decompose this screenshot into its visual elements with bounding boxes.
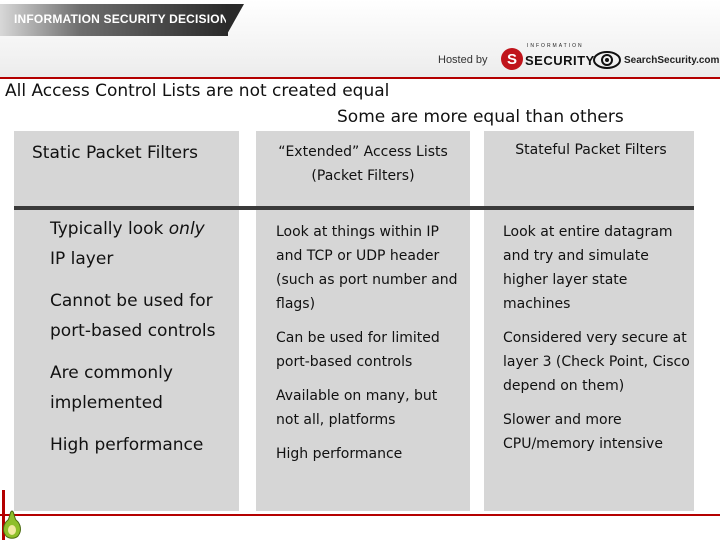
list-item: Can be used for limited port-based controls — [276, 330, 440, 370]
list-item: Typically look only IP layer — [50, 219, 205, 269]
pear-logo-icon — [0, 508, 24, 540]
logo-small-text: INFORMATION — [527, 42, 584, 49]
emphasis-text: only — [168, 219, 205, 239]
list-item: High performance — [50, 435, 204, 455]
list-item: Considered very secure at layer 3 (Check Point, Cisco depend on them) — [503, 330, 690, 394]
hosted-by-label: Hosted by — [438, 54, 488, 66]
header-divider — [0, 77, 720, 79]
column-heading: Static Packet Filters — [32, 143, 198, 163]
list-item: Slower and more CPU/memory intensive — [503, 412, 663, 452]
banner-text: INFORMATION SECURITY DECISIONS — [14, 12, 237, 26]
conference-banner — [0, 4, 237, 36]
logo-text: SECURITY — [525, 52, 595, 68]
footer-divider — [0, 514, 720, 516]
searchsecurity-text: SearchSecurity.com — [624, 54, 720, 66]
slide-title: All Access Control Lists are not created equal — [5, 81, 390, 101]
list-item: Are commonly implemented — [50, 363, 173, 413]
searchsecurity-logo — [592, 50, 719, 70]
slide-subtitle: Some are more equal than others — [337, 107, 624, 127]
eye-icon — [592, 50, 622, 70]
banner-corner — [226, 4, 244, 36]
column-heading: Stateful Packet Filters — [515, 142, 667, 158]
security-s-icon: S — [501, 48, 523, 70]
list-item: Look at entire datagram and try and simulate higher layer state machines — [503, 224, 673, 312]
heading-divider — [14, 206, 694, 210]
column-body — [276, 220, 461, 476]
information-security-logo — [501, 42, 595, 72]
header — [0, 0, 720, 78]
list-item: High performance — [276, 446, 403, 462]
column-body — [503, 220, 691, 466]
list-item: Available on many, but not all, platforms — [276, 388, 438, 428]
column-body — [50, 214, 240, 472]
list-item: Cannot be used for port-based controls — [50, 291, 216, 341]
column-heading: “Extended” Access Lists (Packet Filters) — [278, 144, 448, 184]
list-item: Look at things within IP and TCP or UDP header (such as port number and flags) — [276, 224, 458, 312]
